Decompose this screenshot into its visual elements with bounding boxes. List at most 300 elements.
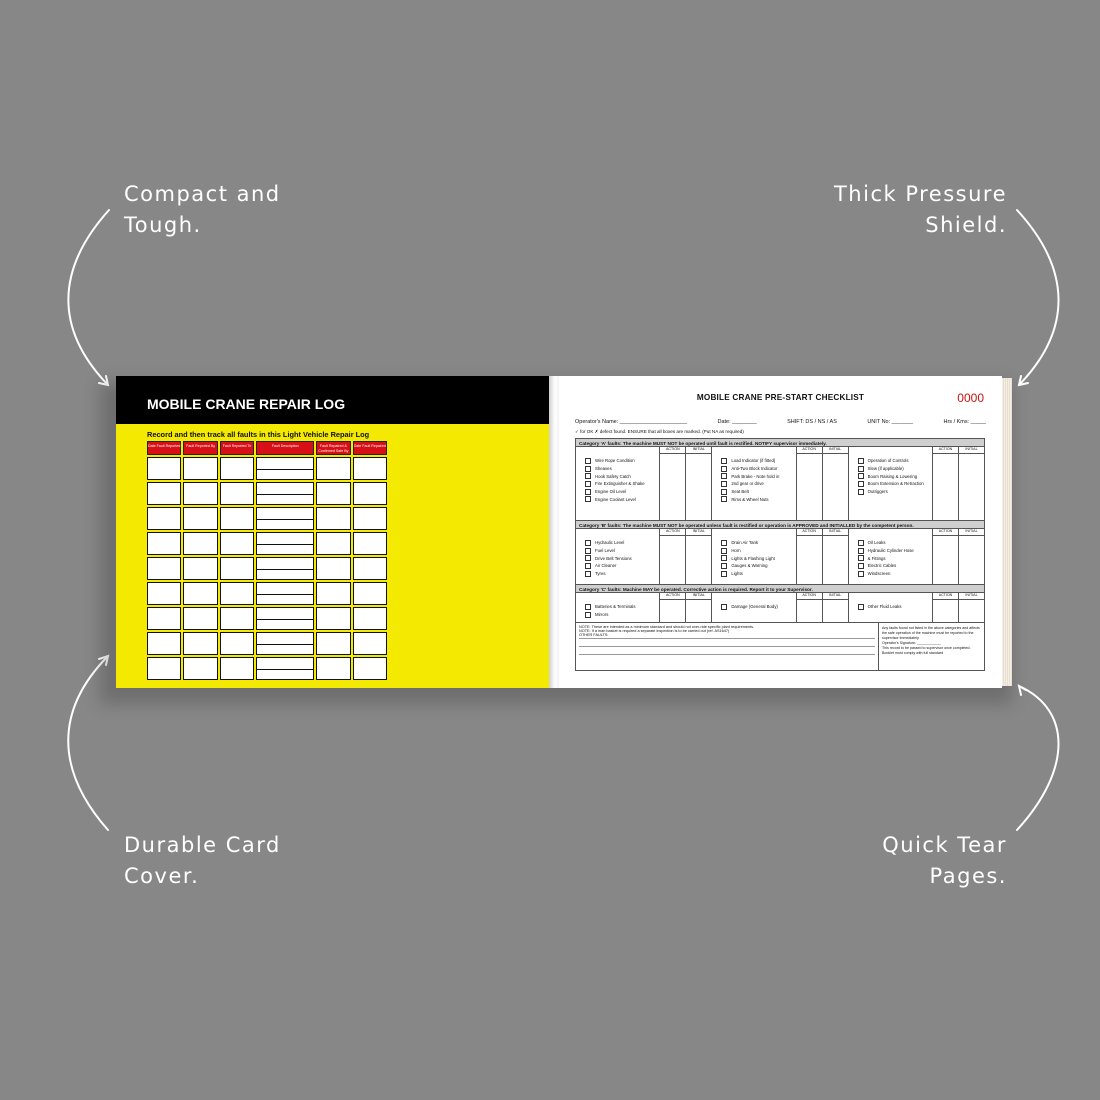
repair-log-header xyxy=(147,441,387,455)
signature-text: Operator's Signature: ____________ xyxy=(882,641,942,645)
repair-log-table xyxy=(147,441,387,680)
checklist-item xyxy=(721,488,793,496)
log-cell[interactable] xyxy=(353,657,387,680)
checklist-item xyxy=(858,603,930,611)
checkbox[interactable] xyxy=(858,481,864,487)
callout-line: Durable Card xyxy=(124,833,281,857)
callout-pressure-shield xyxy=(834,179,1007,241)
callout-line: Compact and xyxy=(124,182,281,206)
action-initial-boxes xyxy=(797,600,848,622)
action-box[interactable] xyxy=(797,536,822,584)
book-spine xyxy=(549,376,559,688)
checklist-items xyxy=(849,593,932,622)
log-cell[interactable] xyxy=(316,607,350,630)
log-cell[interactable] xyxy=(220,532,254,555)
log-cell[interactable] xyxy=(353,607,387,630)
log-cell[interactable] xyxy=(353,482,387,505)
notes-section xyxy=(576,623,984,670)
checklist-item xyxy=(858,562,930,570)
checklist-title: MOBILE CRANE PRE-START CHECKLIST xyxy=(696,393,865,402)
checkbox[interactable] xyxy=(585,612,591,618)
checklist-items xyxy=(849,447,932,520)
log-cell[interactable] xyxy=(183,657,217,680)
checklist-item-label: Fire Extinguisher & Shake xyxy=(595,481,645,487)
initial-box[interactable] xyxy=(822,600,848,622)
checkbox[interactable] xyxy=(858,548,864,554)
checklist-meta xyxy=(575,419,986,425)
category-column xyxy=(576,529,712,584)
checklist-item-label: Lights xyxy=(731,571,743,577)
action-initial-header xyxy=(933,447,984,454)
checkbox[interactable] xyxy=(721,458,727,464)
checkbox[interactable] xyxy=(585,571,591,577)
action-initial-boxes xyxy=(797,454,848,520)
checklist-item xyxy=(858,488,930,496)
checklist-item xyxy=(585,480,657,488)
action-label: ACTION xyxy=(938,529,953,533)
log-column-header: Date Fault Repaired xyxy=(353,441,387,455)
checkbox[interactable] xyxy=(721,540,727,546)
signature-text: This record to be passed to supervisor once completed. xyxy=(882,646,971,650)
action-initial-cells xyxy=(659,447,711,520)
checklist-item xyxy=(585,554,657,562)
callout-line: Tough. xyxy=(124,213,202,237)
shift-field: SHIFT: DS / NS / AS xyxy=(787,419,837,425)
callout-line: Thick Pressure xyxy=(833,182,1007,206)
checklist-item xyxy=(858,547,930,555)
log-cell[interactable] xyxy=(353,532,387,555)
checklist-item xyxy=(721,570,793,578)
log-cell[interactable] xyxy=(183,532,217,555)
log-column-header: Fault Reported To xyxy=(220,441,254,455)
checklist-page xyxy=(559,376,1002,688)
note-text: NOTE: If a man basket is required a separate inspection is to be carried out (ref. AS1647) xyxy=(579,629,730,633)
checklist-item-label: Boom Raising & Lowering xyxy=(867,473,918,479)
action-box[interactable] xyxy=(660,536,685,584)
checklist-item-label: Sheaves xyxy=(595,466,612,472)
log-cell[interactable] xyxy=(256,657,314,680)
action-initial-header xyxy=(797,529,848,536)
checklist-items xyxy=(849,529,932,584)
log-cell[interactable] xyxy=(183,632,217,655)
arrow-bottom-right xyxy=(1017,686,1059,830)
checklist-item xyxy=(585,465,657,473)
checklist-item-label: Hydraulic Level xyxy=(595,540,625,546)
checklist-item-label: Gauges & Warning xyxy=(731,563,768,569)
log-cell[interactable] xyxy=(147,457,181,480)
checklist-item xyxy=(858,457,930,465)
log-cell[interactable] xyxy=(256,557,314,580)
repair-log-row xyxy=(147,582,387,605)
unit-number-field: UNIT No: _______ xyxy=(867,419,914,425)
signature-box xyxy=(879,623,984,670)
action-initial-boxes xyxy=(660,454,711,520)
checklist-item-label: Operation of Controls xyxy=(867,458,909,464)
category-column xyxy=(712,593,848,622)
checklist-item xyxy=(585,547,657,555)
checkbox[interactable] xyxy=(585,481,591,487)
action-label: ACTION xyxy=(666,447,680,451)
signature-text: Booklet must comply with full standard xyxy=(882,651,944,655)
action-initial-boxes xyxy=(660,536,711,584)
initial-box[interactable] xyxy=(685,600,711,622)
log-cell[interactable] xyxy=(316,507,350,530)
action-initial-cells xyxy=(932,529,984,584)
checklist-item-label: Oil Leaks xyxy=(867,540,886,546)
log-column-header: Fault Repaired & Confirmed Safe By xyxy=(316,441,350,455)
action-initial-header xyxy=(933,593,984,600)
log-cell[interactable] xyxy=(256,532,314,555)
signature-text: Any faults found not listed in the above categories and affects the safe operation of the machine must be reported to the supervisor immediately. xyxy=(882,626,980,640)
checklist-item-label: Slew (if applicable) xyxy=(867,466,904,472)
callout-compact-tough xyxy=(124,179,281,241)
log-cell[interactable] xyxy=(183,582,217,605)
action-initial-header xyxy=(660,593,711,600)
action-initial-header xyxy=(797,593,848,600)
checklist-item xyxy=(585,457,657,465)
checklist-item xyxy=(721,539,793,547)
checkbox[interactable] xyxy=(858,571,864,577)
checklist-items xyxy=(712,447,795,520)
log-cell[interactable] xyxy=(353,507,387,530)
checklist-item xyxy=(585,488,657,496)
callout-line: Quick Tear xyxy=(882,833,1007,857)
log-cell[interactable] xyxy=(220,457,254,480)
checkbox[interactable] xyxy=(585,473,591,479)
action-initial-cells xyxy=(659,593,711,622)
checklist-item xyxy=(721,603,793,611)
checkbox[interactable] xyxy=(858,563,864,569)
checklist-item-label: Hook Safety Catch xyxy=(595,473,631,479)
tear-pages-edge xyxy=(1002,378,1012,686)
action-label: ACTION xyxy=(666,593,680,597)
checklist-item xyxy=(585,603,657,611)
checklist-item-label: Air Cleaner xyxy=(595,563,617,569)
log-cell[interactable] xyxy=(220,632,254,655)
initial-label: INITIAL xyxy=(822,593,848,599)
checklist-item xyxy=(721,554,793,562)
category-section xyxy=(576,529,984,585)
checkbox[interactable] xyxy=(585,496,591,502)
repair-log-row xyxy=(147,557,387,580)
log-cell[interactable] xyxy=(256,632,314,655)
log-cell[interactable] xyxy=(256,582,314,605)
category-column xyxy=(576,447,712,520)
checkbox[interactable] xyxy=(585,489,591,495)
log-cell[interactable] xyxy=(183,607,217,630)
checklist-item xyxy=(858,465,930,473)
checklist-item xyxy=(585,472,657,480)
checklist-item-label: Wire Rope Condition xyxy=(595,458,635,464)
note-line[interactable] xyxy=(579,646,875,653)
category-column xyxy=(849,447,984,520)
log-cell[interactable] xyxy=(256,482,314,505)
initial-box[interactable] xyxy=(958,536,984,584)
checklist-item-label: Engine Oil Level xyxy=(595,489,627,495)
repair-log-row xyxy=(147,607,387,630)
checklist-items xyxy=(576,447,659,520)
checklist-item-label: Park Brake - Note hold in xyxy=(731,473,780,479)
checkbox[interactable] xyxy=(585,466,591,472)
checklist-item xyxy=(585,611,657,619)
initial-box[interactable] xyxy=(958,600,984,622)
initial-label: INITIAL xyxy=(958,593,984,599)
checkbox[interactable] xyxy=(721,571,727,577)
checkbox[interactable] xyxy=(858,458,864,464)
checkbox[interactable] xyxy=(585,563,591,569)
initial-box[interactable] xyxy=(822,536,848,584)
checklist-item xyxy=(585,495,657,503)
checklist-item-label: & Fittings xyxy=(867,555,886,561)
log-cell[interactable] xyxy=(147,607,181,630)
log-cell[interactable] xyxy=(256,607,314,630)
checkbox[interactable] xyxy=(721,496,727,502)
log-cell[interactable] xyxy=(183,507,217,530)
repair-log-row xyxy=(147,657,387,680)
checklist-item xyxy=(858,472,930,480)
checklist-item xyxy=(858,480,930,488)
action-label: ACTION xyxy=(666,529,680,533)
log-cell[interactable] xyxy=(183,482,217,505)
action-label: ACTION xyxy=(938,447,953,451)
checkbox[interactable] xyxy=(858,466,864,472)
checklist-item xyxy=(721,457,793,465)
action-initial-cells xyxy=(932,447,984,520)
checklist-items xyxy=(576,529,659,584)
checklist-items xyxy=(712,529,795,584)
action-box[interactable] xyxy=(933,536,958,584)
checklist-item-label: Engine Coolant Level xyxy=(595,496,636,502)
log-cell[interactable] xyxy=(220,657,254,680)
checklist-item-label: Electric Cables xyxy=(867,563,897,569)
book-cover xyxy=(116,376,549,688)
checklist-number: 0000 xyxy=(957,391,984,405)
initial-label: INITIAL xyxy=(958,529,984,535)
log-cell[interactable] xyxy=(183,557,217,580)
checklist-item-label: Rims & Wheel Nuts xyxy=(731,496,769,502)
action-box[interactable] xyxy=(933,454,958,520)
checkbox[interactable] xyxy=(858,540,864,546)
checklist-legend: ✓ for OK ✗ defect found. ENSURE that all boxes are marked. (Put NA as required) xyxy=(575,429,744,434)
repair-log-row xyxy=(147,482,387,505)
log-cell[interactable] xyxy=(220,507,254,530)
action-initial-header xyxy=(660,529,711,536)
log-cell[interactable] xyxy=(353,582,387,605)
checklist-item-label: Outriggers xyxy=(867,489,888,495)
log-cell[interactable] xyxy=(220,582,254,605)
repair-log-row xyxy=(147,507,387,530)
callout-line: Shield. xyxy=(925,213,1007,237)
action-initial-cells xyxy=(796,447,848,520)
callout-card-cover xyxy=(124,830,281,892)
checklist-item xyxy=(585,562,657,570)
checklist-item xyxy=(858,539,930,547)
initial-label: INITIAL xyxy=(822,447,848,453)
action-initial-header xyxy=(660,447,711,454)
log-column-header: Fault Description xyxy=(256,441,314,455)
log-cell[interactable] xyxy=(316,632,350,655)
checkbox[interactable] xyxy=(858,473,864,479)
log-column-header: Fault Reported By xyxy=(183,441,217,455)
checkbox[interactable] xyxy=(721,481,727,487)
category-header: Category 'A' faults: The machine MUST NOT be operated until fault is rectified. NOTIFY supervisor immediately. xyxy=(576,439,984,447)
log-cell[interactable] xyxy=(147,557,181,580)
hours-field: Hrs / Kms: _____ xyxy=(943,419,986,425)
checkbox[interactable] xyxy=(585,540,591,546)
category-section xyxy=(576,593,984,623)
checklist-item-label: 2nd gear or drive xyxy=(731,481,764,487)
checkbox[interactable] xyxy=(721,489,727,495)
checkbox[interactable] xyxy=(585,548,591,554)
log-cell[interactable] xyxy=(353,457,387,480)
action-initial-header xyxy=(933,529,984,536)
checklist-items xyxy=(712,593,795,622)
log-cell[interactable] xyxy=(316,582,350,605)
callout-tear-pages xyxy=(882,830,1007,892)
action-initial-cells xyxy=(796,529,848,584)
checklist-item-label: Hydraulic Cylinder Hose xyxy=(867,548,914,554)
initial-box[interactable] xyxy=(822,454,848,520)
checklist-item xyxy=(721,562,793,570)
checkbox[interactable] xyxy=(858,555,864,561)
action-initial-boxes xyxy=(933,536,984,584)
date-field: Date: ________ xyxy=(717,419,757,425)
log-cell[interactable] xyxy=(316,457,350,480)
repair-log-row xyxy=(147,457,387,480)
action-initial-boxes xyxy=(797,536,848,584)
category-column xyxy=(576,593,712,622)
initial-label: INITIAL xyxy=(685,593,711,599)
category-header: Category 'B' faults: The machine MUST NOT be operated unless fault is rectified or operation is APPROVED and INITIALLED by the competent person. xyxy=(576,521,984,529)
action-initial-cells xyxy=(932,593,984,622)
checklist-item xyxy=(721,465,793,473)
checkbox[interactable] xyxy=(858,604,864,610)
checklist-item-label: Windscreen xyxy=(867,571,891,577)
log-cell[interactable] xyxy=(256,507,314,530)
action-label: ACTION xyxy=(802,447,816,451)
log-cell[interactable] xyxy=(147,532,181,555)
log-cell[interactable] xyxy=(316,482,350,505)
log-cell[interactable] xyxy=(147,582,181,605)
checkbox[interactable] xyxy=(585,555,591,561)
log-cell[interactable] xyxy=(147,482,181,505)
checklist-item-label: Tyres xyxy=(595,571,606,577)
checklist-item-label: Damage (General Body) xyxy=(731,604,778,610)
action-box[interactable] xyxy=(797,600,822,622)
initial-label: INITIAL xyxy=(685,447,711,453)
initial-label: INITIAL xyxy=(822,529,848,535)
note-line[interactable] xyxy=(579,654,875,661)
checklist-item xyxy=(858,554,930,562)
checklist-item-label: Load Indicator (if fitted) xyxy=(731,458,776,464)
checkbox[interactable] xyxy=(585,458,591,464)
notes-box xyxy=(576,623,879,670)
checklist-item-label: Other Fluid Leaks xyxy=(867,604,902,610)
action-box[interactable] xyxy=(660,454,685,520)
log-cell[interactable] xyxy=(256,457,314,480)
initial-box[interactable] xyxy=(685,536,711,584)
action-initial-header xyxy=(797,447,848,454)
note-text: OTHER FAULTS: xyxy=(579,633,609,637)
initial-box[interactable] xyxy=(958,454,984,520)
checkbox[interactable] xyxy=(585,604,591,610)
action-initial-cells xyxy=(659,529,711,584)
checkbox[interactable] xyxy=(721,555,727,561)
action-initial-boxes xyxy=(660,600,711,622)
category-column xyxy=(712,529,848,584)
action-label: ACTION xyxy=(802,529,816,533)
checkbox[interactable] xyxy=(721,466,727,472)
checklist-item xyxy=(858,570,930,578)
action-initial-boxes xyxy=(933,600,984,622)
cover-subtitle: Record and then track all faults in this Light Vehicle Repair Log xyxy=(147,430,370,439)
log-cell[interactable] xyxy=(316,657,350,680)
action-box[interactable] xyxy=(797,454,822,520)
checklist-item xyxy=(721,495,793,503)
action-box[interactable] xyxy=(933,600,958,622)
repair-log-row xyxy=(147,632,387,655)
checkbox[interactable] xyxy=(721,548,727,554)
callout-line: Pages. xyxy=(929,864,1007,888)
checklist-item-label: Anti-Two Block Indicator xyxy=(731,466,778,472)
checkbox[interactable] xyxy=(858,489,864,495)
checkbox[interactable] xyxy=(721,604,727,610)
checklist-item xyxy=(721,480,793,488)
log-cell[interactable] xyxy=(353,557,387,580)
category-header: Category 'C' faults: Machine MAY be operated. Corrective action is required. Report it to your Supervisor. xyxy=(576,585,984,593)
arrowhead-bottom-right xyxy=(1019,686,1026,695)
log-cell[interactable] xyxy=(147,632,181,655)
checkbox[interactable] xyxy=(721,563,727,569)
log-cell[interactable] xyxy=(220,482,254,505)
category-column xyxy=(849,529,984,584)
action-box[interactable] xyxy=(660,600,685,622)
action-label: ACTION xyxy=(938,593,953,597)
log-cell[interactable] xyxy=(147,507,181,530)
checklist-item-label: Drive Belt Tensions xyxy=(595,555,632,561)
arrow-top-left xyxy=(68,210,109,385)
cover-title: MOBILE CRANE REPAIR LOG xyxy=(116,376,549,424)
log-cell[interactable] xyxy=(183,457,217,480)
checklist-sheet xyxy=(575,438,985,671)
checklist-item xyxy=(585,539,657,547)
checklist-item-label: Horn xyxy=(731,548,741,554)
checklist-item-label: Mirrors xyxy=(595,612,609,618)
category-column xyxy=(712,447,848,520)
category-column xyxy=(849,593,984,622)
action-initial-boxes xyxy=(933,454,984,520)
callout-line: Cover. xyxy=(124,864,200,888)
initial-box[interactable] xyxy=(685,454,711,520)
checklist-item-label: Boom Extension & Retraction xyxy=(867,481,924,487)
log-cell[interactable] xyxy=(316,557,350,580)
log-column-header: Date Fault Reported xyxy=(147,441,181,455)
checklist-item-label: Fuel Level xyxy=(595,548,615,554)
log-cell[interactable] xyxy=(353,632,387,655)
action-label: ACTION xyxy=(802,593,816,597)
checklist-item-label: Batteries & Terminals xyxy=(595,604,636,610)
action-initial-cells xyxy=(796,593,848,622)
log-cell[interactable] xyxy=(147,657,181,680)
repair-log-rows xyxy=(147,457,387,680)
log-cell[interactable] xyxy=(316,532,350,555)
note-line[interactable] xyxy=(579,638,875,645)
log-cell[interactable] xyxy=(220,607,254,630)
checkbox[interactable] xyxy=(721,473,727,479)
checklist-item-label: Seat Belt xyxy=(731,489,749,495)
category-section xyxy=(576,447,984,521)
log-cell[interactable] xyxy=(220,557,254,580)
